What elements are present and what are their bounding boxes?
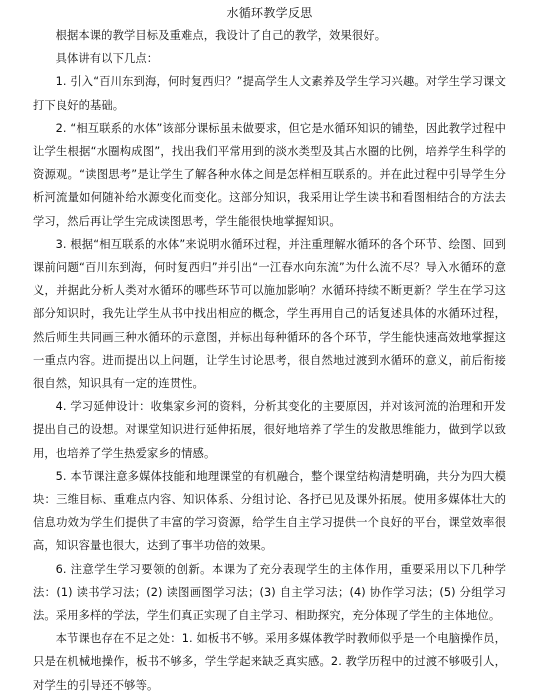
paragraph-points-heading: 具体讲有以下几点：	[55, 52, 159, 66]
paragraph-shortcomings: 本节课也存在不足之处：1. 如板书不够。采用多媒体教学时教师似乎是一个电脑操作员，只是在机械地操作，板书不够多，学生学起来缺乏真实感。2. 教学历程中的过渡不够吸引人，对学生的引导还不够等。	[33, 632, 506, 692]
paragraph-point-5: 5. 本节课注意多媒体技能和地理课堂的有机融合，整个课堂结构清楚明确，共分为四大模块：三维目标、重难点内容、知识体系、分组讨论、各抒已见及课外拓展。使用多媒体壮大的信息功效为学生们提供了丰富的学习资源，给学生自主学习提供一个良好的平台，课堂效率很高，知识容量也很大，达到了事半功倍的效果。	[33, 469, 506, 553]
paragraph-point-2: 2. “相互联系的水体”该部分课标虽未做要求，但它是水循环知识的铺垫，因此教学过程中让学生根据“水圈构成图”，找出我们平常用到的淡水类型及其占水圈的比例，培养学生科学的资源观。“读图思考”是让学生了解各种水体之间是怎样相互联系的。并在此过程中引导学生分析河流量如何随补给水源变化而变化。这部分知识，我采用让学生读书和看图相结合的方法去学习，然后再让学生完成读图思考，学生能很快地掌握知识。	[33, 121, 506, 228]
paragraph-point-4: 4. 学习延伸设计：收集家乡河的资料，分析其变化的主要原因，并对该河流的治理和开发提出自己的设想。对课堂知识进行延伸拓展，很好地培养了学生的发散思维能力，做到学以致用，也培养了学生热爱家乡的情感。	[33, 400, 506, 460]
paragraph-point-6: 6. 注意学生学习要领的创新。本课为了充分表现学生的主体作用，重要采用以下几种学法：(1) 读书学习法；(2) 读图画图学习法；(3) 自主学习法；(4) 协作学习法；(5) 分组学习法。采用多样的学法，学生们真正实现了自主学习、相助探究，充分体现了学生的主体地位。	[33, 562, 506, 623]
document-title: 水循环教学反思	[226, 6, 313, 20]
paragraph-point-1: 1. 引入“百川东到海，何时复西归？”提高学生人文素养及学生学习兴趣。对学生学习课文打下良好的基础。	[33, 75, 506, 112]
paragraph-intro: 根据本课的教学目标及重难点，我设计了自己的教学，效果很好。	[55, 29, 387, 42]
paragraph-point-3: 3. 根据“相互联系的水体”来说明水循环过程，并注重理解水循环的各个环节、绘图、回到课前问题“百川东到海，何时复西归”并引出“一江春水向东流”为什么流不尽？导入水循环的意义，并据此分析人类对水循环的哪些环节可以施加影响？水循环持续不断更新？学生在学习这部分知识时，我先让学生从书中找出相应的概念，学生再用自己的话复述具体的水循环过程，然后师生共同画三种水循环的示意图，并标出每种循环的各个环节，学生能快速高效地掌握这一重点内容。进而提出以上问题，让学生讨论思考，很自然地过渡到水循环的意义，前后衔接很自然，知识具有一定的连贯性。	[33, 237, 506, 391]
